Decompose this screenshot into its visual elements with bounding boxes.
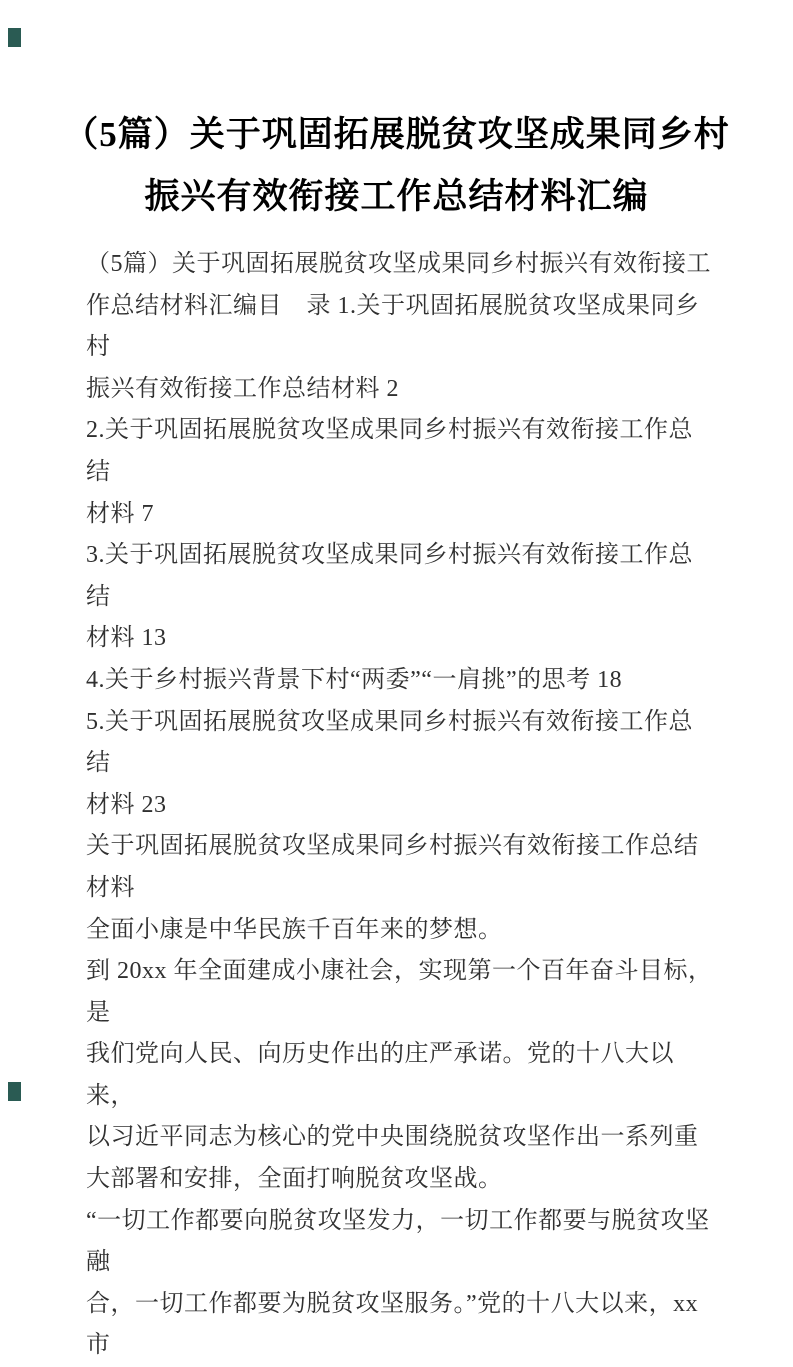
body-line: 到 20xx 年全面建成小康社会，实现第一个百年奋斗目标，是 (86, 958, 713, 1026)
body-line: 材料 (86, 874, 135, 901)
body-line: 大部署和安排，全面打响脱贫攻坚战。 (86, 1166, 503, 1193)
document-title-line-2: 振兴有效衔接工作总结材料汇编 (144, 177, 649, 216)
body-line: 振兴有效衔接工作总结材料 2 (86, 375, 399, 402)
body-line: （5篇）关于巩固拓展脱贫攻坚成果同乡村振兴有效衔接工 (86, 251, 711, 277)
page-corner-mark-bottom (8, 1082, 21, 1101)
body-line: 材料 23 (86, 791, 167, 818)
document-body (0, 244, 793, 1367)
document-title (0, 0, 793, 228)
body-line: 作总结材料汇编目 录 1.关于巩固拓展脱贫攻坚成果同乡村 (86, 292, 700, 361)
body-line: 以习近平同志为核心的党中央围绕脱贫攻坚作出一系列重 (86, 1124, 699, 1151)
body-line: 合，一切工作都要为脱贫攻坚服务。”党的十八大以来，xx 市 (86, 1290, 705, 1359)
body-line: 5.关于巩固拓展脱贫攻坚成果同乡村振兴有效衔接工作总结 (86, 708, 693, 777)
body-line: 2.关于巩固拓展脱贫攻坚成果同乡村振兴有效衔接工作总结 (86, 417, 693, 485)
body-line: 4.关于乡村振兴背景下村“两委”“一肩挑”的思考 18 (86, 666, 623, 693)
body-line: 材料 7 (86, 500, 154, 527)
body-line: 材料 13 (86, 625, 167, 652)
body-line: 全面小康是中华民族千百年来的梦想。 (86, 916, 503, 943)
body-line: 关于巩固拓展脱贫攻坚成果同乡村振兴有效衔接工作总结 (86, 833, 699, 860)
body-line: “一切工作都要向脱贫攻坚发力，一切工作都要与脱贫攻坚融 (86, 1207, 710, 1276)
body-line: 我们党向人民、向历史作出的庄严承诺。党的十八大以来， (86, 1041, 674, 1109)
body-line: 3.关于巩固拓展脱贫攻坚成果同乡村振兴有效衔接工作总结 (86, 542, 693, 610)
document-title-line-1: （5篇）关于巩固拓展脱贫攻坚成果同乡村 (63, 115, 730, 154)
page-corner-mark-top (8, 28, 21, 47)
